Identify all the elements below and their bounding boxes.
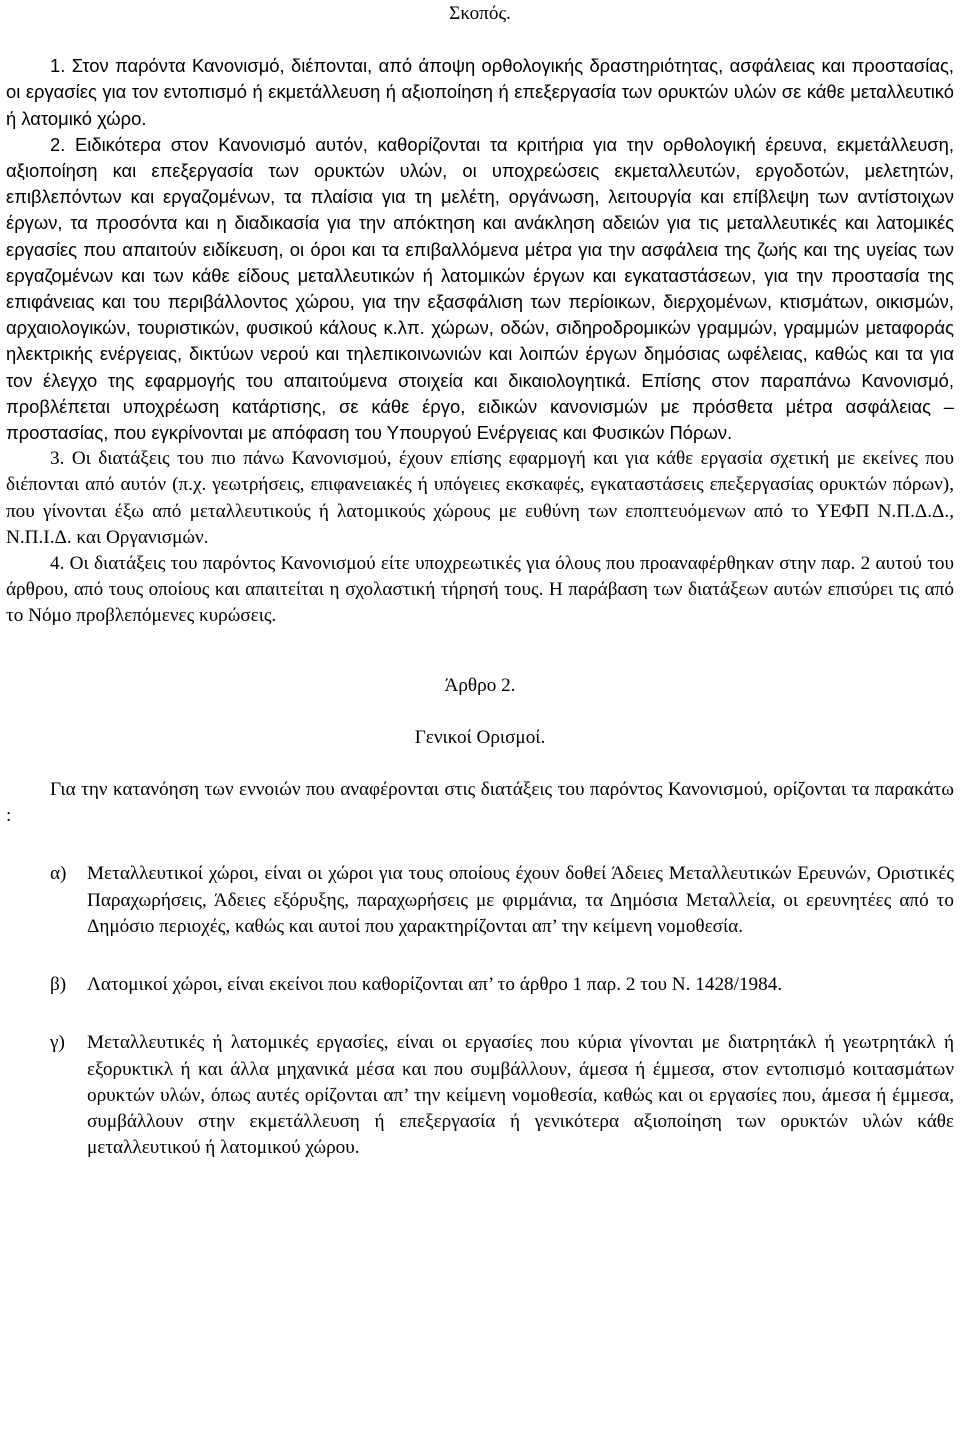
- article-intro: Για την κατανόηση των εννοιών που αναφέρονται στις διατάξεις του παρόντος Κανονισμού, ορίζονται τα παρακάτω :: [6, 779, 954, 827]
- paragraph-2: 2. Ειδικότερα στον Κανονισμό αυτόν, καθορίζονται τα κριτήρια για την ορθολογική έρευνα, εκμετάλλευση, αξιοποίηση και επεξεργασία των ορυκτών υλών, οι υποχρεώσεις εκμεταλλευτών, εργοδοτών, μελετητών, επιβλεπόντων και εργαζομένων, τα πλαίσια για τη μελέτη, οργάνωση, λειτουργία και επίβλεψη των αντίστοιχων έργων, τα προσόντα και η διαδικασία για την απόκτηση και ανάκληση αδειών για τις μεταλλευτικές και λατομικές εργασίες που απαιτούν ειδίκευση, οι όροι και τα επιβαλλόμενα μέτρα για την ασφάλεια της ζωής και της υγείας των εργαζομένων και των κάθε είδους μεταλλευτικών ή λατομικών έργων και εγκαταστάσεων, για την προστασία της επιφάνειας και του περιβάλλοντος χώρου, για την εξασφάλιση των περίοικων, διερχομένων, κτισμάτων, οικισμών, αρχαιολογικών, τουριστικών, φυσικού κάλους κ.λπ. χώρων, οδών, σιδηροδρομικών γραμμών, γραμμών μεταφοράς ηλεκτρικής ενέργειας, δικτύων νερού και τηλεπικοινωνιών και λοιπών έργων δημόσιας ωφέλειας, καθώς και τα για τον έλεγχο της εφαρμογής του απαιτούμενα στοιχεία και δικαιολογητικά. Επίσης στον παραπάνω Κανονισμό, προβλέπεται υποχρέωση κατάρτισης, σε κάθε έργο, ειδικών κανονισμών με πρόσθετα μέτρα ασφάλειας – προστασίας, που εγκρίνονται με απόφαση του Υπουργού Ενέργειας και Φυσικών Πόρων.: [6, 133, 954, 444]
- definition-item-a: [6, 861, 954, 940]
- paragraph-4: 4. Οι διατάξεις του παρόντος Κανονισμού είτε υποχρεωτικές για όλους που προαναφέρθηκαν στην παρ. 2 αυτού του άρθρου, από τους οποίους και απαιτείται η σχολαστική τήρησή τους. Η παράβαση των διατάξεων αυτών επισύρει τις από το Νόμο προβλεπόμενες κυρώσεις.: [6, 553, 954, 627]
- section-title: Σκοπός.: [449, 3, 511, 24]
- definition-item-b: [6, 972, 954, 998]
- document-page: [0, 1, 960, 1454]
- definition-text: Λατομικοί χώροι, είναι εκείνοι που καθορίζονται απ’ το άρθρο 1 παρ. 2 του Ν. 1428/1984.: [87, 974, 783, 996]
- article-title: Άρθρο 2.: [444, 674, 516, 696]
- paragraph-3: 3. Οι διατάξεις του πιο πάνω Κανονισμού, έχουν επίσης εφαρμογή και για κάθε εργασία σχετική με εκείνες που διέπονται από αυτόν (π.χ. γεωτρήσεις, επιφανειακές ή υπόγειες εκσκαφές, εγκαταστάσεις επεξεργασίας ορυκτών πόρων), που γίνονται έξω από μεταλλευτικούς ή λατομικούς χώρους με ευθύνη των εποπτευόμενων από το ΥΕΦΠ Ν.Π.Δ.Δ., Ν.Π.Ι.Δ. και Οργανισμών.: [6, 448, 954, 548]
- definition-item-c: [6, 1030, 954, 1161]
- definition-label: β): [50, 974, 67, 996]
- definition-text: Μεταλλευτικές ή λατομικές εργασίες, είναι οι εργασίες που κύρια γίνονται με διατρητάκλ ή γεωτρητάκλ ή εξορυκτικλ ή και άλλα μηχανικά μέσα και που συμβάλλουν, άμεσα ή έμμεσα, στον εντοπισμό κοιτασμάτων ορυκτών υλών, όπως αυτές ορίζονται απ’ την κείμενη νομοθεσία, καθώς και οι εργασίες που, άμεσα ή έμμεσα, συμβάλλουν στην εκμετάλλευση ή επεξεργασία ή γενικότερα αξιοποίηση των ορυκτών υλών κάθε μεταλλευτικού ή λατομικού χώρου.: [87, 1032, 954, 1159]
- paragraph-1: 1. Στον παρόντα Κανονισμό, διέπονται, από άποψη ορθολογικής δραστηριότητας, ασφάλειας και προστασίας, οι εργασίες για τον εντοπισμό ή εκμετάλλευση ή αξιοποίηση ή επεξεργασία των ορυκτών υλών σε κάθε μεταλλευτικό ή λατομικό χώρο.: [6, 55, 954, 129]
- definition-label: γ): [50, 1032, 65, 1054]
- article-subtitle: Γενικοί Ορισμοί.: [414, 726, 546, 748]
- definition-label: α): [50, 863, 67, 885]
- definition-text: Μεταλλευτικοί χώροι, είναι οι χώροι για τους οποίους έχουν δοθεί Άδειες Μεταλλευτικών Ερευνών, Οριστικές Παραχωρήσεις, Άδειες εξόρυξης, παραχωρήσεις με φιρμάνια, τα Δημόσια Μεταλλεία, οι ερευνητέες από το Δημόσιο περιοχές, καθώς και αυτοί που χαρακτηρίζονται απ’ την κείμενη νομοθεσία.: [87, 863, 954, 937]
